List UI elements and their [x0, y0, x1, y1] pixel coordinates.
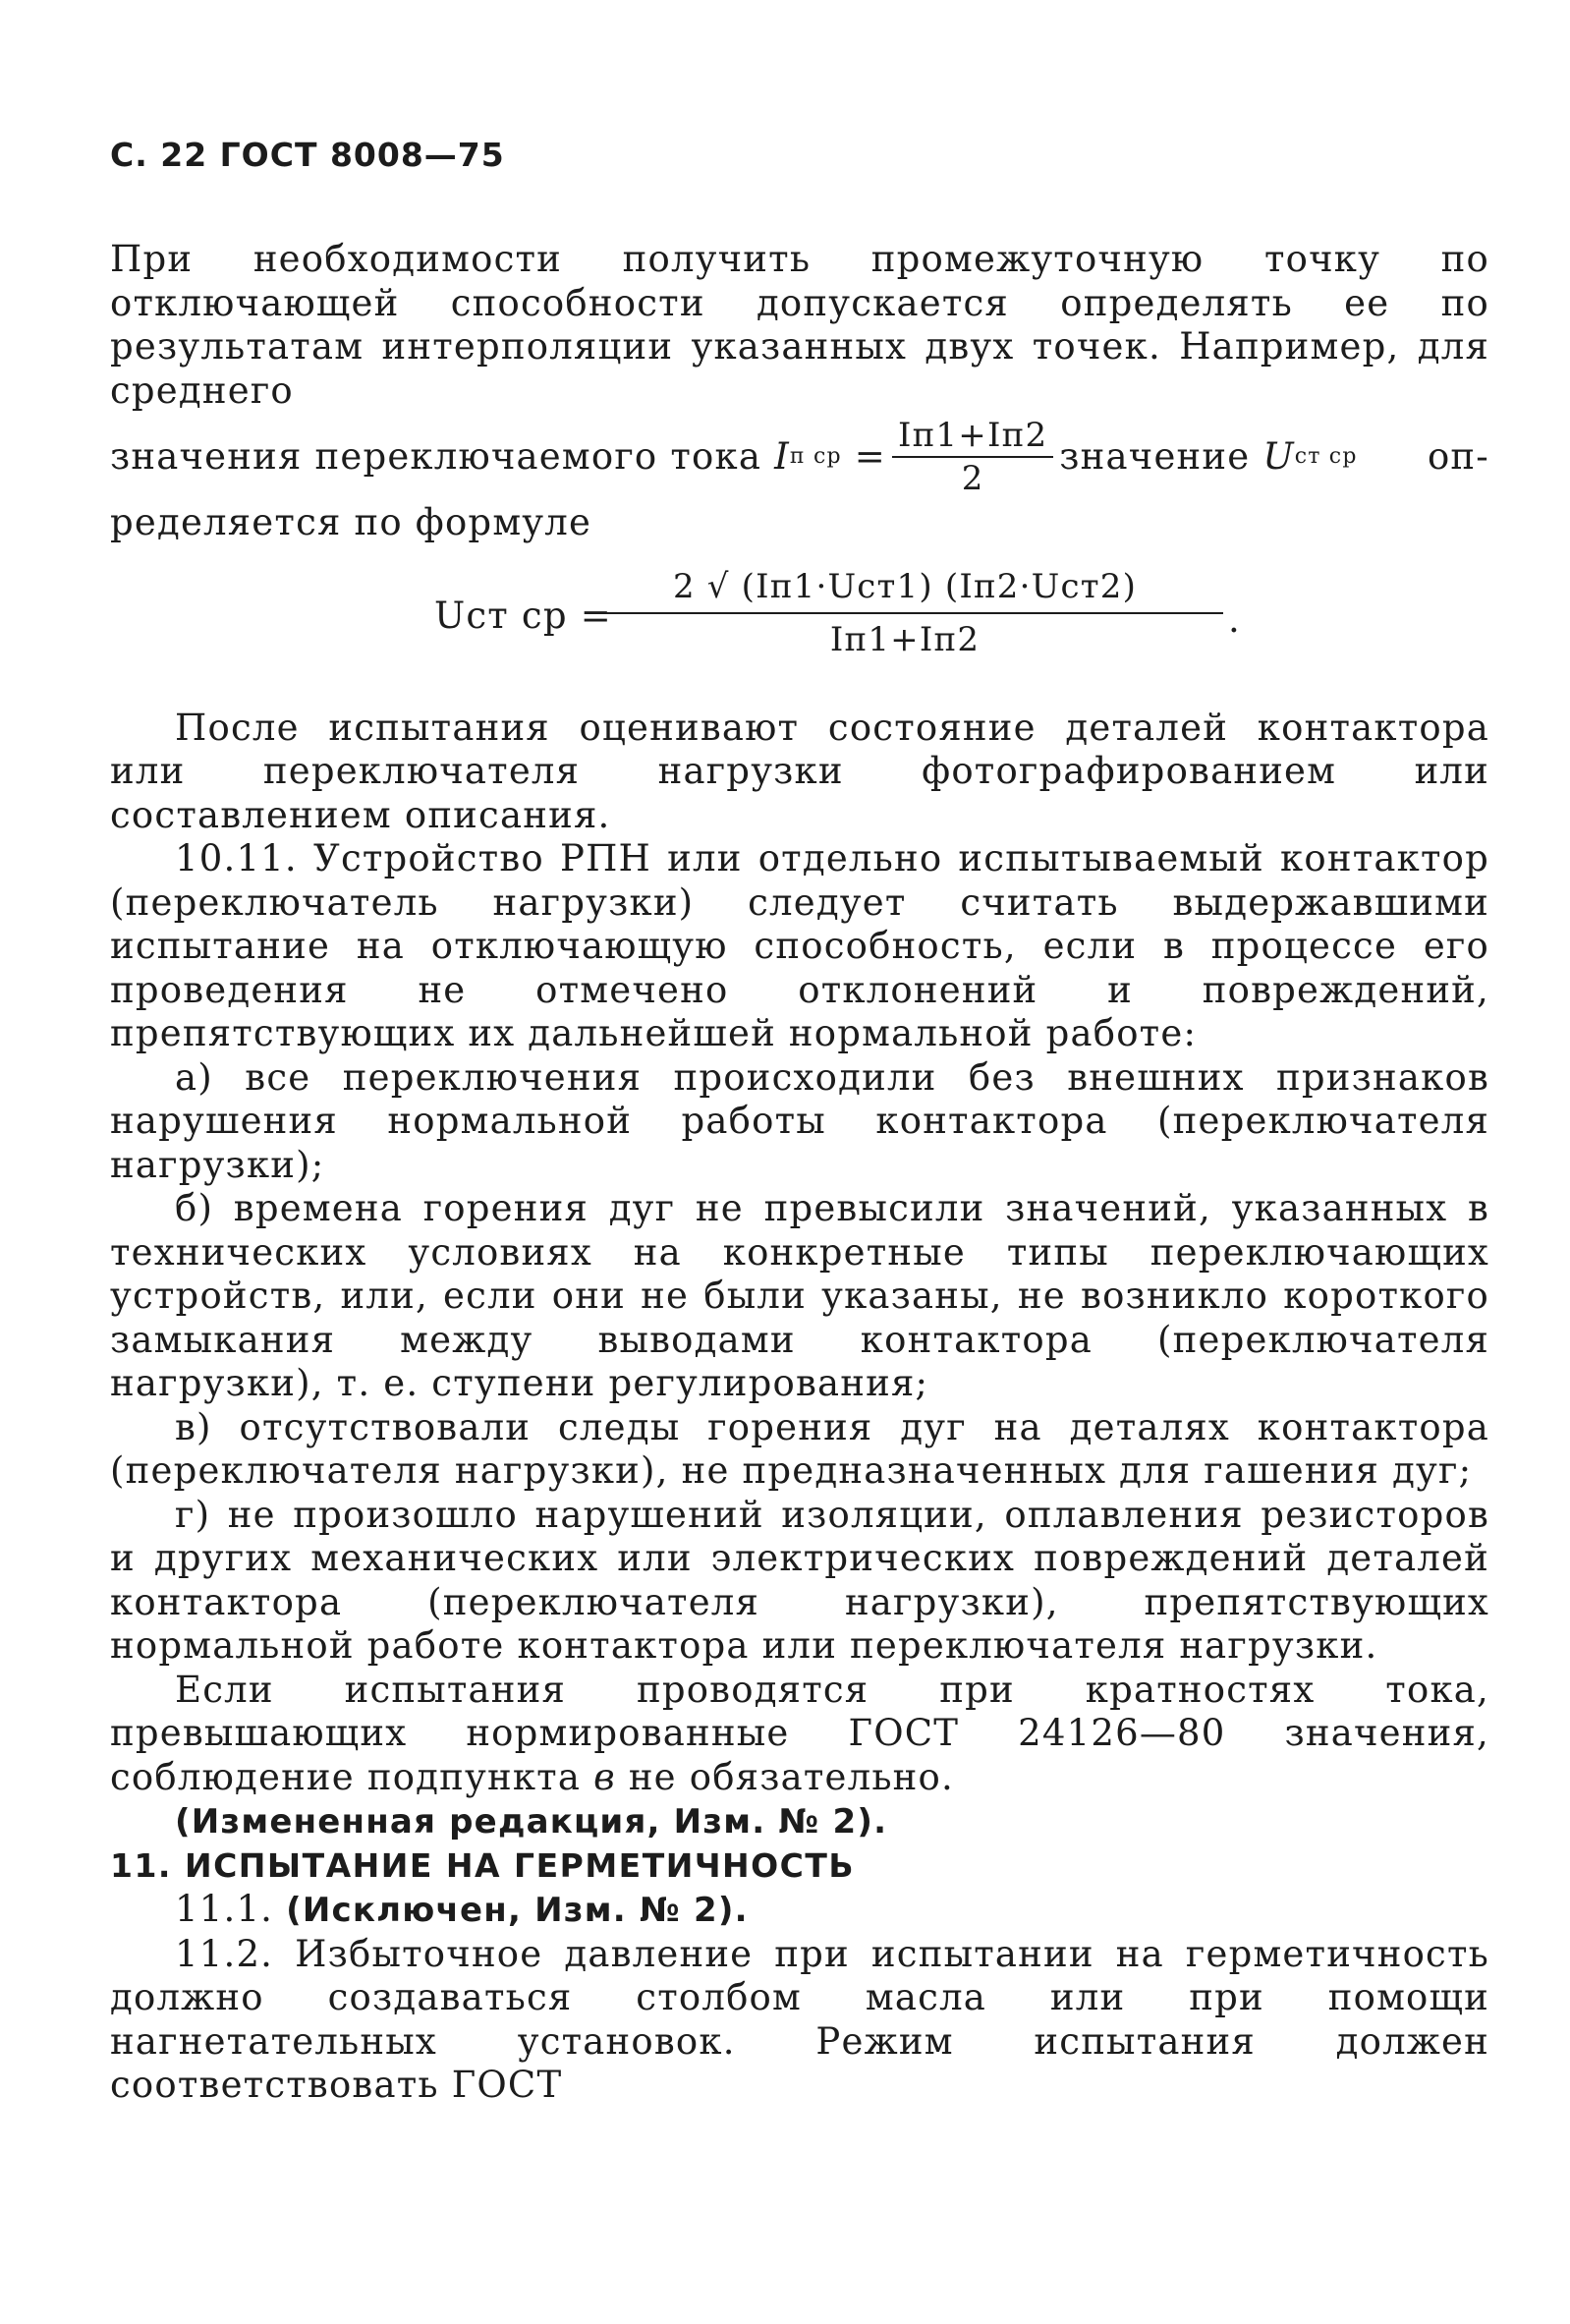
list-item-b: б) времена горения дуг не превысили значений, указанных в технических условиях на конкретные типы переключающих устройств, или, если они не были указаны, не возникло короткого замыкания между выводами контактора (переключателя нагрузки), т. е. ступени регулирования;	[110, 1187, 1489, 1404]
paragraph-10-11: 10.11. Устройство РПН или отдельно испытываемый контактор (переключатель нагрузки) следует считать выдержавшими испытание на отключающую способность, если в процессе его проведения не отмечено отклонений и повреждений, препятствующих их дальнейшей нормальной работе:	[110, 837, 1489, 1054]
clause-11-1-text: (Исключен, Изм. № 2).	[286, 1891, 749, 1930]
paragraph-after-test: После испытания оценивают состояние деталей контактора или переключателя нагрузки фотографированием или составлением описания.	[110, 706, 1489, 836]
formula-fraction	[587, 561, 1223, 665]
list-item-a: а) все переключения происходили без внешних признаков нарушения нормальной работы контактора (переключателя нагрузки);	[110, 1055, 1489, 1186]
paragraph-if-tests	[110, 1669, 1489, 1800]
amendment-text: (Измененная редакция, Изм. № 2).	[175, 1802, 888, 1842]
intro-paragraph: При необходимости получить промежуточную точку по отключающей способности допускается определять ее по результатам интерполяции указанных двух точек. Например, для среднего	[110, 238, 1489, 412]
if-tests-end: не обязательно.	[628, 1755, 954, 1798]
current-symbol: I	[774, 434, 790, 478]
equals-sign: =	[854, 434, 886, 478]
display-formula	[110, 555, 1489, 683]
inline-formula-line: значения переключаемого тока I п ср = $\frac{Iп1+Iп2}{2}$ значение U ст ср оп-	[110, 416, 1489, 498]
inline-fraction-denominator: 2	[961, 459, 984, 498]
formula-end: .	[1228, 597, 1241, 641]
section-title: 11. ИСПЫТАНИЕ НА ГЕРМЕТИЧНОСТЬ	[110, 1845, 856, 1885]
if-tests-text: Если испытания проводятся при кратностях тока, превышающих нормированные ГОСТ 24126—80 значения, соблюдение подпункта	[110, 1668, 1489, 1798]
line-text: значения переключаемого тока	[110, 434, 762, 478]
hyphen-part: оп-	[1427, 434, 1489, 478]
list-item-v: в) отсутствовали следы горения дуг на деталях контактора (переключателя нагрузки), не предназначенных для гашения дуг;	[110, 1405, 1489, 1492]
formula-denominator: Iп1+Iп2	[829, 619, 981, 659]
voltage-symbol: U	[1262, 434, 1295, 478]
clause-11-1-number: 11.1.	[175, 1888, 274, 1930]
paragraph-11-2: 11.2. Избыточное давление при испытании на герметичность должно создаваться столбом масла или при помощи нагнетательных установок. Режим испытания должен соответствовать ГОСТ	[110, 1932, 1489, 2106]
value-word: значение	[1059, 434, 1251, 478]
formula-lhs: Uст ср =	[434, 594, 612, 637]
page-header: С. 22 ГОСТ 8008—75	[110, 136, 505, 174]
inline-fraction-numerator: Iп1+Iп2	[892, 415, 1053, 458]
document-body	[110, 238, 1489, 2108]
paragraph-11-1	[110, 1888, 1489, 1933]
amendment-note	[110, 1799, 1489, 1844]
inline-fraction	[892, 415, 1053, 499]
subitem-v: в	[593, 1755, 616, 1798]
intro-end: ределяется по формуле	[110, 501, 592, 543]
list-item-g: г) не произошло нарушений изоляции, оплавления резисторов и других механических или электрических повреждений деталей контактора (переключателя нагрузки), препятствующих нормальной работе контактора или переключателя нагрузки.	[110, 1493, 1489, 1667]
formula-numerator: 2 √ (Iп1·Uст1) (Iп2·Uст2)	[587, 561, 1223, 614]
